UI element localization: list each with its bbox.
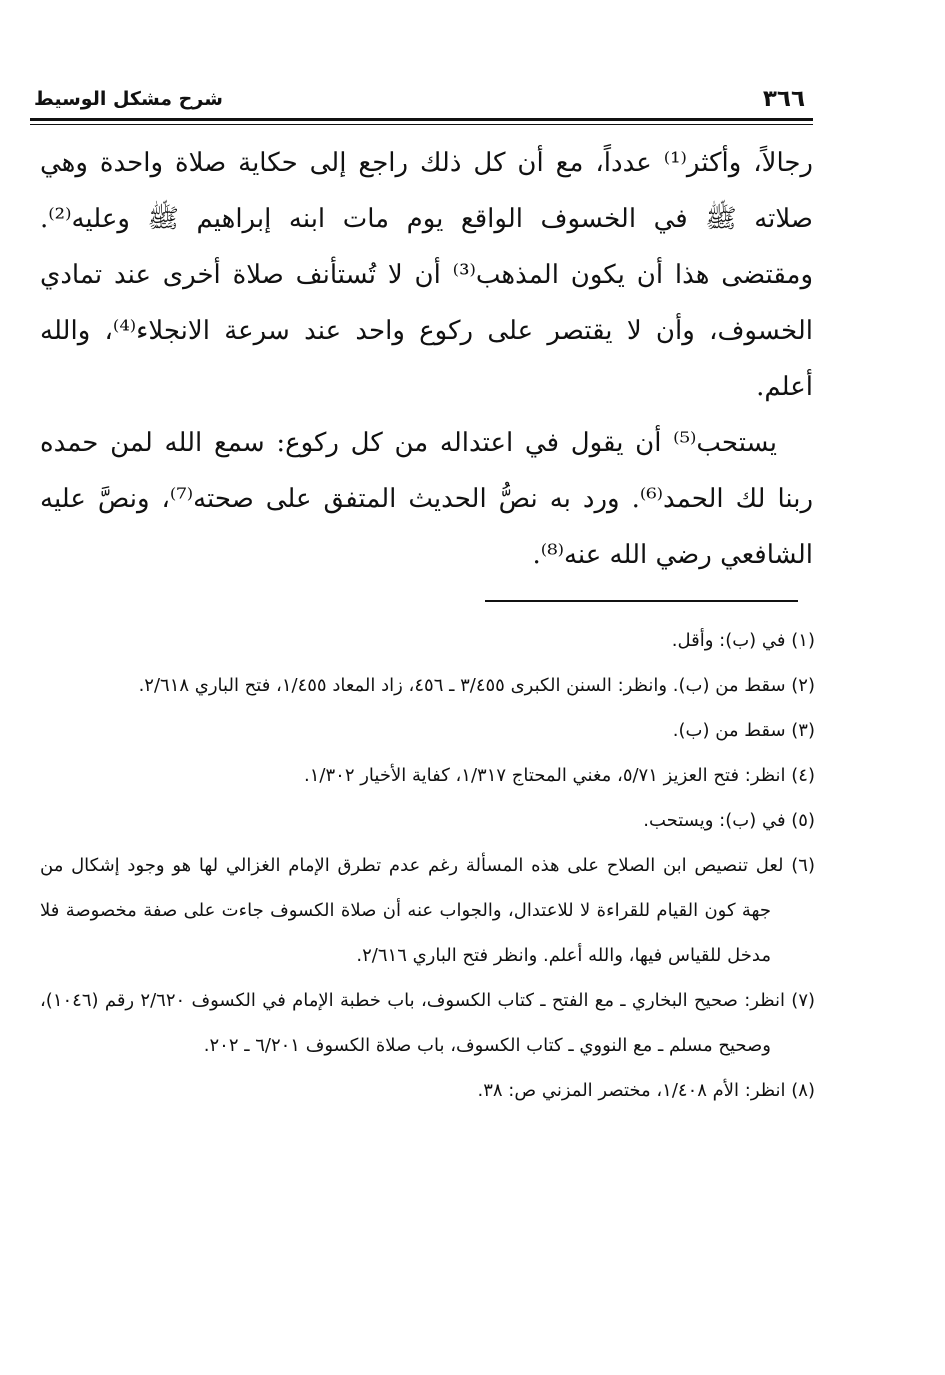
footnote-3: (٣) سقط من (ب).	[672, 720, 815, 741]
paragraph-2: يستحب⁽⁵⁾ أن يقول في اعتداله من كل ركوع: سمع الله لمن حمده ربنا لك الحمد⁽⁶⁾. ورد به نصُّ الحديث المتفق على صحته⁽⁷⁾، ونصَّ عليه الشافعي رضي الله عنه⁽⁸⁾.	[40, 428, 814, 570]
footnotes	[40, 618, 815, 1113]
main-text	[40, 135, 813, 583]
page-header	[30, 84, 813, 114]
header-rule-thick	[30, 118, 813, 121]
footnote-6: (٦) لعل تنصيص ابن الصلاح على هذه المسألة رغم عدم تطرق الإمام الغزالي لها هو وجود إشكال من جهة كون القيام للقراءة لا للاعتدال، والجواب عنه أن صلاة الكسوف جاءت على صفة مخصوصة فلا مدخل للقياس فيها، والله أعلم. وانظر فتح الباري ٢/٦١٦.	[40, 855, 815, 966]
header-rule-thin	[30, 124, 813, 125]
footnote-7: (٧) انظر: صحيح البخاري ـ مع الفتح ـ كتاب الكسوف، باب خطبة الإمام في الكسوف ٢/٦٢٠ رقم (١٠٤٦)، وصحيح مسلم ـ مع النووي ـ كتاب الكسوف، باب صلاة الكسوف ٦/٢٠١ ـ ٢٠٢.	[40, 990, 816, 1056]
footnote-separator	[485, 600, 798, 602]
footnote-4: (٤) انظر: فتح العزيز ٥/٧١، مغني المحتاج ١/٣١٧، كفاية الأخيار ١/٣٠٢.	[304, 765, 815, 786]
footnote-2: (٢) سقط من (ب). وانظر: السنن الكبرى ٣/٤٥٥ ـ ٤٥٦، زاد المعاد ١/٤٥٥، فتح الباري ٢/٦١٨.	[138, 675, 815, 696]
footnote-8: (٨) انظر: الأم ١/٤٠٨، مختصر المزني ص: ٣٨.	[477, 1080, 815, 1101]
footnote-1: (١) في (ب): وأقل.	[671, 630, 815, 651]
footnote-5: (٥) في (ب): ويستحب.	[643, 810, 815, 831]
paragraph-1: رجالاً، وأكثر⁽¹⁾ عدداً، مع أن كل ذلك راجع إلى حكاية صلاة واحدة وهي صلاته ﷺ في الخسوف الواقع يوم مات ابنه إبراهيم ﷺ وعليه⁽²⁾. ومقتضى هذا أن يكون المذهب⁽³⁾ أن لا تُستأنف صلاة أخرى عند تمادي الخسوف، وأن لا يقتصر على ركوع واحد عند سرعة الانجلاء⁽⁴⁾، والله أعلم.	[40, 148, 814, 402]
running-title: شرح مشكل الوسيط	[34, 88, 223, 110]
page-number: ٣٦٦	[762, 86, 805, 112]
